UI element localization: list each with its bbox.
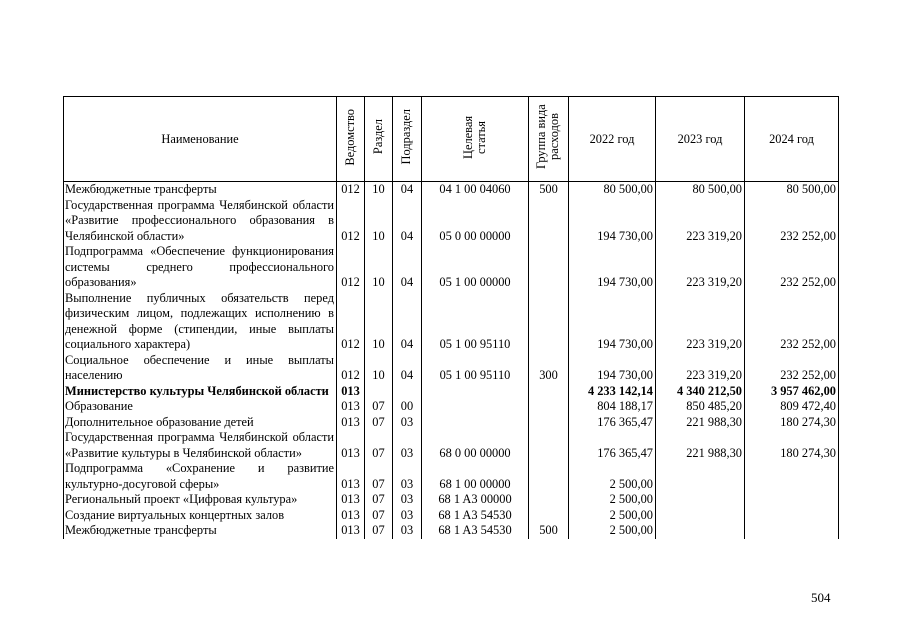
cell-ved: 012	[337, 244, 365, 291]
cell-pr: 04	[393, 244, 422, 291]
cell-vr	[529, 291, 569, 353]
cell-y2022: 2 500,00	[569, 523, 656, 539]
cell-ved: 013	[337, 523, 365, 539]
header-name: Наименование	[64, 97, 337, 182]
cell-vr: 500	[529, 182, 569, 198]
cell-vr	[529, 198, 569, 245]
cell-y2022: 176 365,47	[569, 415, 656, 431]
cell-cs	[422, 399, 529, 415]
cell-cs: 04 1 00 04060	[422, 182, 529, 198]
cell-pr: 03	[393, 508, 422, 524]
table-row	[64, 415, 839, 431]
cell-rz: 07	[365, 399, 393, 415]
header-group: Группа вида расходов	[529, 97, 569, 182]
cell-rz: 10	[365, 182, 393, 198]
cell-y2024: 232 252,00	[745, 353, 839, 384]
cell-ved: 013	[337, 492, 365, 508]
cell-y2024: 80 500,00	[745, 182, 839, 198]
budget-table	[63, 96, 839, 539]
cell-y2024: 232 252,00	[745, 291, 839, 353]
header-2024: 2024 год	[745, 97, 839, 182]
cell-name: Образование	[64, 399, 337, 415]
cell-vr	[529, 430, 569, 461]
cell-y2023: 223 319,20	[656, 198, 745, 245]
cell-y2022: 194 730,00	[569, 198, 656, 245]
page-number: 504	[811, 590, 831, 605]
header-razdel: Раздел	[365, 97, 393, 182]
cell-pr: 04	[393, 198, 422, 245]
cell-vr	[529, 244, 569, 291]
table-row	[64, 430, 839, 461]
cell-rz: 07	[365, 415, 393, 431]
cell-vr	[529, 492, 569, 508]
table-row	[64, 244, 839, 291]
cell-y2023: 221 988,30	[656, 430, 745, 461]
cell-y2023	[656, 492, 745, 508]
table-row	[64, 508, 839, 524]
cell-vr	[529, 384, 569, 400]
table-row	[64, 523, 839, 539]
cell-pr	[393, 384, 422, 400]
header-2022: 2022 год	[569, 97, 656, 182]
cell-y2022: 194 730,00	[569, 291, 656, 353]
cell-rz: 07	[365, 508, 393, 524]
table-row	[64, 492, 839, 508]
cell-vr	[529, 461, 569, 492]
cell-y2024: 232 252,00	[745, 198, 839, 245]
cell-name: Государственная программа Челябинской области «Развитие культуры в Челябинской области»	[64, 430, 337, 461]
cell-name: Межбюджетные трансферты	[64, 182, 337, 198]
cell-y2023: 80 500,00	[656, 182, 745, 198]
cell-name: Социальное обеспечение и иные выплаты населению	[64, 353, 337, 384]
cell-pr: 03	[393, 523, 422, 539]
table-row	[64, 353, 839, 384]
cell-cs: 05 1 00 95110	[422, 291, 529, 353]
cell-pr: 03	[393, 461, 422, 492]
cell-y2024: 809 472,40	[745, 399, 839, 415]
cell-y2023: 850 485,20	[656, 399, 745, 415]
table-row	[64, 198, 839, 245]
cell-y2022: 194 730,00	[569, 353, 656, 384]
cell-y2024: 180 274,30	[745, 430, 839, 461]
cell-cs: 05 1 00 00000	[422, 244, 529, 291]
cell-y2024	[745, 461, 839, 492]
cell-pr: 03	[393, 430, 422, 461]
cell-y2023: 223 319,20	[656, 353, 745, 384]
table-row	[64, 461, 839, 492]
cell-name: Подпрограмма «Сохранение и развитие культурно-досуговой сферы»	[64, 461, 337, 492]
cell-ved: 013	[337, 384, 365, 400]
cell-cs: 05 1 00 95110	[422, 353, 529, 384]
cell-y2022: 2 500,00	[569, 461, 656, 492]
cell-ved: 012	[337, 353, 365, 384]
cell-cs	[422, 384, 529, 400]
cell-rz: 10	[365, 198, 393, 245]
cell-y2024: 180 274,30	[745, 415, 839, 431]
cell-y2024	[745, 492, 839, 508]
cell-cs: 68 1 00 00000	[422, 461, 529, 492]
cell-y2022: 2 500,00	[569, 508, 656, 524]
cell-y2022: 2 500,00	[569, 492, 656, 508]
cell-y2023	[656, 523, 745, 539]
cell-cs: 68 0 00 00000	[422, 430, 529, 461]
header-2023: 2023 год	[656, 97, 745, 182]
cell-y2024: 232 252,00	[745, 244, 839, 291]
table-row	[64, 384, 839, 400]
cell-y2023: 4 340 212,50	[656, 384, 745, 400]
cell-name: Межбюджетные трансферты	[64, 523, 337, 539]
cell-name: Государственная программа Челябинской области «Развитие профессионального образования в Челябинской области»	[64, 198, 337, 245]
cell-cs: 05 0 00 00000	[422, 198, 529, 245]
cell-name: Выполнение публичных обязательств перед физическим лицом, подлежащих исполнению в денежной форме (стипендии, иные выплаты социального характера)	[64, 291, 337, 353]
cell-rz: 10	[365, 244, 393, 291]
cell-rz	[365, 384, 393, 400]
cell-y2023: 223 319,20	[656, 244, 745, 291]
header-ved: Ведомство	[337, 97, 365, 182]
cell-rz: 07	[365, 430, 393, 461]
cell-rz: 07	[365, 492, 393, 508]
cell-rz: 10	[365, 291, 393, 353]
cell-ved: 012	[337, 182, 365, 198]
cell-y2023: 223 319,20	[656, 291, 745, 353]
table-row	[64, 399, 839, 415]
cell-pr: 04	[393, 353, 422, 384]
cell-rz: 07	[365, 523, 393, 539]
cell-y2023	[656, 461, 745, 492]
cell-name: Министерство культуры Челябинской области	[64, 384, 337, 400]
header-row	[64, 97, 839, 182]
header-target: Целевая статья	[422, 97, 529, 182]
cell-y2024	[745, 508, 839, 524]
cell-y2022: 176 365,47	[569, 430, 656, 461]
cell-pr: 04	[393, 182, 422, 198]
cell-ved: 013	[337, 430, 365, 461]
cell-ved: 013	[337, 508, 365, 524]
cell-pr: 03	[393, 492, 422, 508]
cell-cs: 68 1 A3 54530	[422, 508, 529, 524]
cell-cs: 68 1 A3 54530	[422, 523, 529, 539]
table-row	[64, 291, 839, 353]
cell-y2022: 194 730,00	[569, 244, 656, 291]
table-row	[64, 182, 839, 198]
cell-name: Создание виртуальных концертных залов	[64, 508, 337, 524]
cell-ved: 013	[337, 415, 365, 431]
cell-cs: 68 1 A3 00000	[422, 492, 529, 508]
cell-pr: 04	[393, 291, 422, 353]
cell-y2023: 221 988,30	[656, 415, 745, 431]
cell-pr: 03	[393, 415, 422, 431]
cell-pr: 00	[393, 399, 422, 415]
cell-y2024	[745, 523, 839, 539]
cell-ved: 013	[337, 461, 365, 492]
cell-name: Подпрограмма «Обеспечение функционирования системы среднего профессионального образования»	[64, 244, 337, 291]
cell-rz: 10	[365, 353, 393, 384]
header-podrazdel: Подраздел	[393, 97, 422, 182]
cell-y2022: 80 500,00	[569, 182, 656, 198]
cell-vr	[529, 415, 569, 431]
cell-vr	[529, 399, 569, 415]
cell-cs	[422, 415, 529, 431]
cell-ved: 012	[337, 291, 365, 353]
cell-name: Региональный проект «Цифровая культура»	[64, 492, 337, 508]
cell-vr: 300	[529, 353, 569, 384]
cell-vr: 500	[529, 523, 569, 539]
cell-name: Дополнительное образование детей	[64, 415, 337, 431]
cell-y2023	[656, 508, 745, 524]
cell-y2022: 4 233 142,14	[569, 384, 656, 400]
cell-ved: 012	[337, 198, 365, 245]
cell-y2022: 804 188,17	[569, 399, 656, 415]
cell-y2024: 3 957 462,00	[745, 384, 839, 400]
cell-ved: 013	[337, 399, 365, 415]
cell-rz: 07	[365, 461, 393, 492]
cell-vr	[529, 508, 569, 524]
